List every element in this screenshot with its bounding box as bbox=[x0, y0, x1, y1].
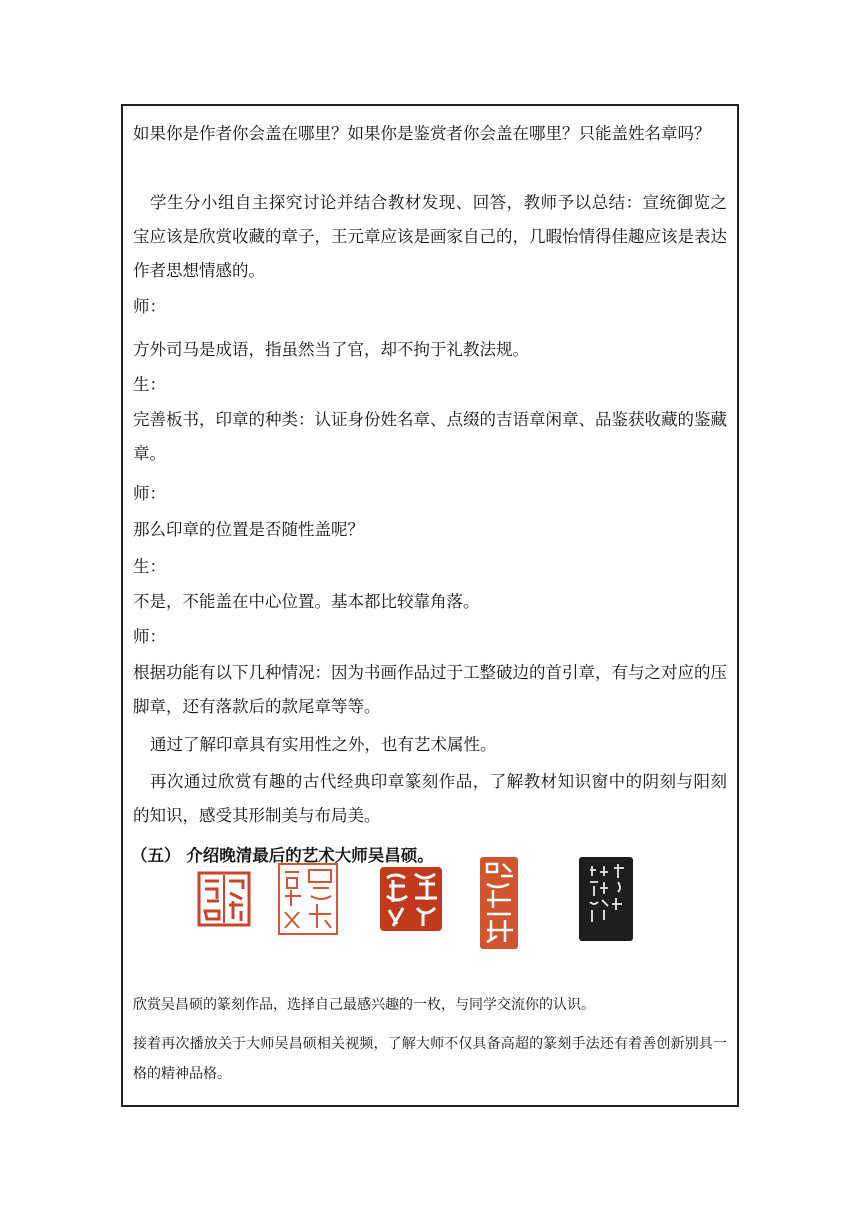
paragraph-function-types: 根据功能有以下几种情况：因为书画作品过于工整破边的首引章，有与之对应的压脚章，还有落款后的款尾章等等。 bbox=[133, 663, 727, 716]
content-table-cell bbox=[121, 104, 739, 1107]
closing-video-note: 接着再次播放关于大师吴昌硕相关视频，了解大师不仅具备高超的篆刻手法还有着善创新别具一格的精神品格。 bbox=[133, 1036, 727, 1082]
paragraph-idiom: 方外司马是成语，指虽然当了官，却不拘于礼教法规。 bbox=[133, 340, 529, 359]
paragraph-student-discussion: 学生分小组自主探究讨论并结合教材发现、回答，教师予以总结：宣统御览之宝应该是欣赏收藏的章子，王元章应该是画家自己的，几暇怡情得佳趣应该是表达作者思想情感的。 bbox=[133, 193, 727, 280]
paragraph-board-summary: 完善板书，印章的种类：认证身份姓名章、点缀的吉语章闲章、品鉴获收藏的鉴藏章。 bbox=[133, 410, 727, 463]
speaker-teacher-label: 师： bbox=[133, 297, 166, 316]
section-heading: （五） 介绍晚清最后的艺术大师吴昌硕。 bbox=[131, 846, 434, 865]
speaker-teacher-label: 师： bbox=[133, 627, 166, 646]
seal-image-2 bbox=[277, 862, 339, 936]
paragraph-position-question: 那么印章的位置是否随性盖呢？ bbox=[133, 520, 364, 539]
paragraph-art-attribute: 通过了解印章具有实用性之外，也有艺术属性。 bbox=[150, 735, 497, 754]
paragraph-question: 如果你是作者你会盖在哪里？如果你是鉴赏者你会盖在哪里？只能盖姓名章吗？ bbox=[133, 124, 711, 143]
paragraph-position-answer: 不是，不能盖在中心位置。基本都比较靠角落。 bbox=[133, 592, 480, 611]
closing-instruction: 欣赏吴昌硕的篆刻作品，选择自己最感兴趣的一枚，与同学交流你的认识。 bbox=[133, 997, 595, 1013]
paragraph-appreciation: 再次通过欣赏有趣的古代经典印章篆刻作品，了解教材知识窗中的阴刻与阳刻的知识，感受其形制美与布局美。 bbox=[133, 772, 727, 825]
seal-image-5 bbox=[578, 856, 634, 942]
seal-image-3 bbox=[379, 866, 443, 932]
seal-image-1 bbox=[197, 871, 251, 927]
speaker-student-label: 生： bbox=[133, 375, 166, 394]
speaker-teacher-label: 师： bbox=[133, 484, 166, 503]
speaker-student-label: 生： bbox=[133, 557, 166, 576]
seal-image-4 bbox=[479, 856, 519, 950]
seal-gallery bbox=[123, 856, 737, 956]
